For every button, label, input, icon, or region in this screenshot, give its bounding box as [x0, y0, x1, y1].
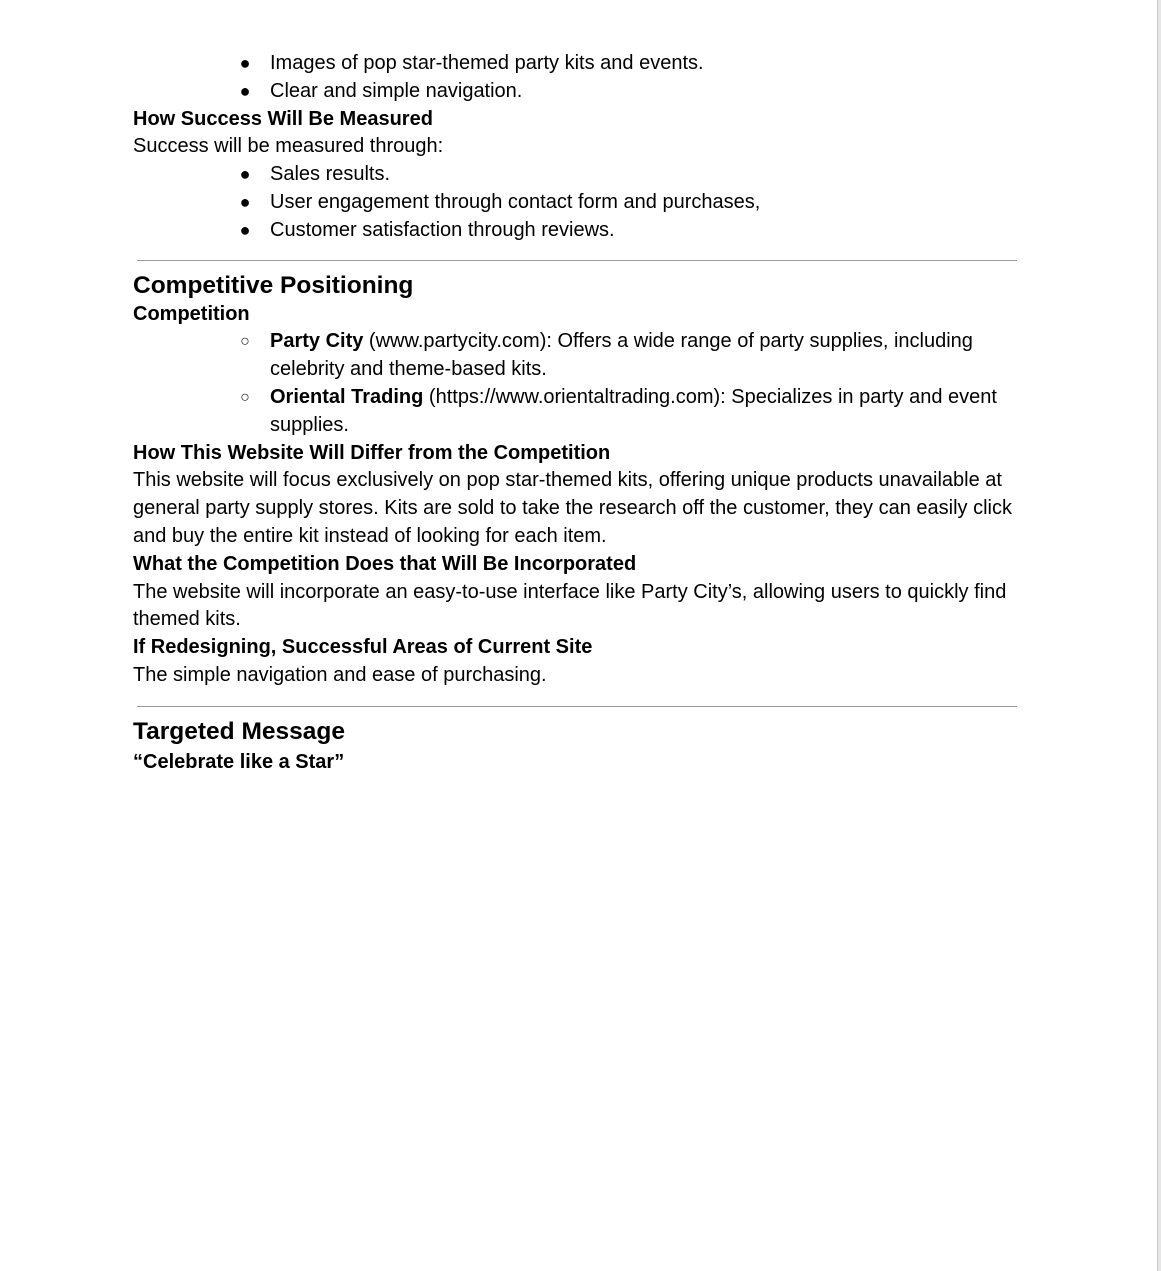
differ-heading: How This Website Will Differ from the Competition — [133, 441, 611, 464]
competitor-list — [133, 328, 1021, 439]
competitor-name: Party City — [270, 330, 364, 353]
list-item-text: Customer satisfaction through reviews. — [270, 218, 615, 241]
list-item — [133, 217, 1021, 245]
list-item-text: User engagement through contact form and purchases, — [270, 190, 761, 213]
success-bullet-list — [133, 161, 1021, 244]
list-item-text: Clear and simple navigation. — [270, 79, 523, 102]
list-item — [133, 189, 1021, 217]
list-item-text: Images of pop star-themed party kits and events. — [270, 52, 704, 74]
bullet-icon: ● — [239, 164, 251, 185]
competitive-positioning-title: Competitive Positioning — [133, 271, 414, 299]
bullet-icon: ● — [239, 191, 251, 212]
competitor-description: (https://www.orientaltrading.com): Specializes in party and event supplies. — [270, 385, 997, 436]
incorporate-paragraph: The website will incorporate an easy-to-use interface like Party City’s, allowing users to quickly find themed kits. — [133, 580, 1007, 631]
section-divider — [137, 706, 1017, 707]
success-heading: How Success Will Be Measured — [133, 107, 433, 130]
document-body — [133, 50, 1021, 777]
targeted-message-title: Targeted Message — [133, 717, 345, 745]
incorporate-heading: What the Competition Does that Will Be Incorporated — [133, 552, 637, 575]
differ-paragraph: This website will focus exclusively on pop star-themed kits, offering unique products unavailable at general party supply stores. Kits are sold to take the research off the customer, they can easily click and buy the entire kit instead of looking for each item. — [133, 469, 1012, 547]
list-item — [133, 384, 1021, 440]
goals-bullet-list — [133, 50, 1021, 106]
targeted-message-quote: “Celebrate like a Star” — [133, 750, 345, 773]
list-item — [133, 161, 1021, 189]
redesign-heading: If Redesigning, Successful Areas of Current Site — [133, 636, 593, 659]
list-item — [133, 78, 1021, 106]
list-item — [133, 328, 1021, 384]
hollow-bullet-icon: ○ — [240, 388, 250, 406]
competitor-description: (www.partycity.com): Offers a wide range of party supplies, including celebrity and theme-based kits. — [270, 330, 973, 381]
list-item-text: Sales results. — [270, 163, 391, 186]
bullet-icon: ● — [239, 219, 251, 240]
redesign-paragraph: The simple navigation and ease of purchasing. — [133, 663, 547, 686]
competition-heading: Competition — [133, 302, 250, 325]
list-item — [133, 50, 1021, 78]
bullet-icon: ● — [239, 80, 251, 101]
success-intro: Success will be measured through: — [133, 135, 444, 158]
page-edge-shadow — [1157, 0, 1161, 1271]
competitor-name: Oriental Trading — [270, 385, 424, 408]
section-divider — [137, 260, 1017, 261]
bullet-icon: ● — [239, 53, 251, 73]
hollow-bullet-icon: ○ — [240, 333, 250, 351]
